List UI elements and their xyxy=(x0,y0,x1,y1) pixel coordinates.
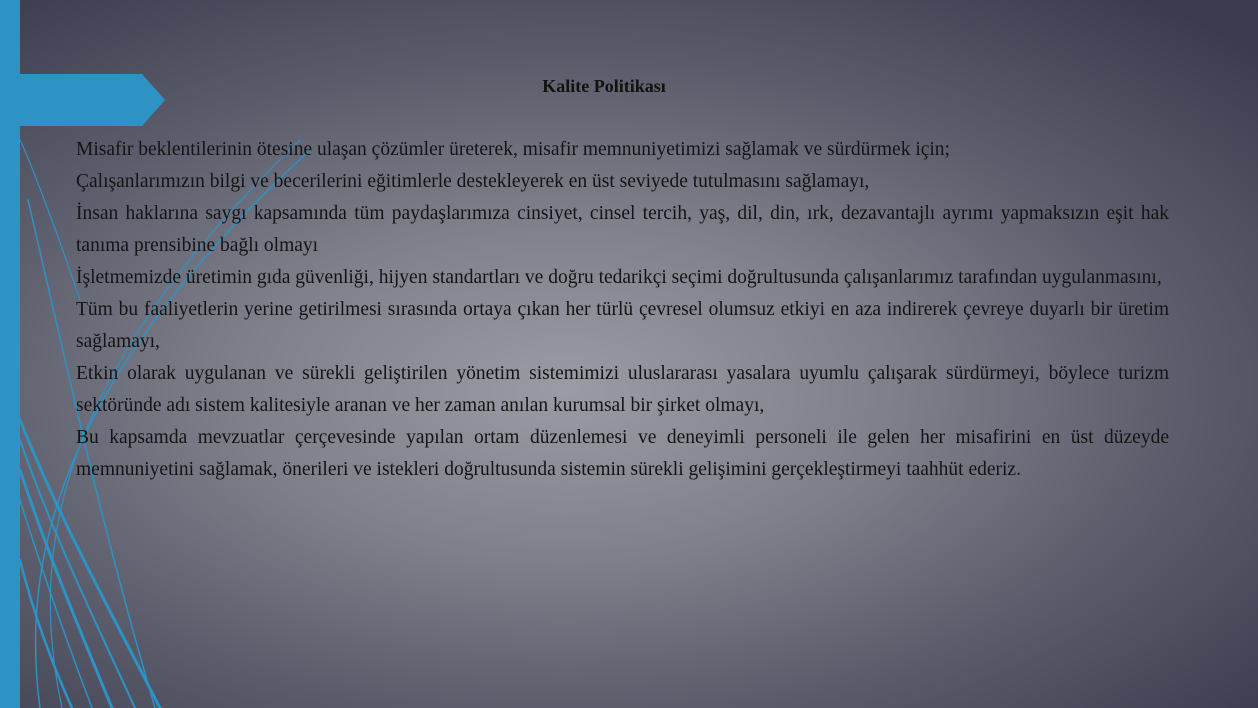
policy-paragraph-7: Bu kapsamda mevzuatlar çerçevesinde yapılan ortam düzenlemesi ve deneyimli personeli ile gelen her misafirini en üst düzeyde memnuniyetini sağlamak, önerileri ve istekleri doğrultusunda sistemin sürekli gelişimini gerçekleştirmeyi taahhüt ederiz. xyxy=(76,427,1169,480)
policy-text xyxy=(76,134,1169,486)
policy-paragraph-3: İnsan haklarına saygı kapsamında tüm paydaşlarımıza cinsiyet, cinsel tercih, yaş, dil, din, ırk, dezavantajlı ayrımı yapmaksızın eşit hak tanıma prensibine bağlı olmayı xyxy=(76,203,1169,256)
policy-paragraph-5: Tüm bu faaliyetlerin yerine getirilmesi sırasında ortaya çıkan her türlü çevresel olumsuz etkiyi en aza indirerek çevreye duyarlı bir üretim sağlamayı, xyxy=(76,299,1169,352)
slide-title: Kalite Politikası xyxy=(542,76,666,96)
policy-paragraph-1: Misafir beklentilerinin ötesine ulaşan çözümler üreterek, misafir memnuniyetimizi sağlamak ve sürdürmek için; xyxy=(76,139,950,160)
policy-paragraph-2: Çalışanlarımızın bilgi ve becerilerini eğitimlerle destekleyerek en üst seviyede tutulmasını sağlamayı, xyxy=(76,171,870,192)
policy-paragraph-6: Etkin olarak uygulanan ve sürekli geliştirilen yönetim sistemimizi uluslararası yasalara uyumlu çalışarak sürdürmeyi, böylece turizm sektöründe adı sistem kalitesiyle aranan ve her zaman anılan kurumsal bir şirket olmayı, xyxy=(76,363,1169,416)
policy-paragraph-4: İşletmemizde üretimin gıda güvenliği, hijyen standartları ve doğru tedarikçi seçimi doğrultusunda çalışanlarımız tarafından uygulanmasını, xyxy=(76,267,1162,288)
